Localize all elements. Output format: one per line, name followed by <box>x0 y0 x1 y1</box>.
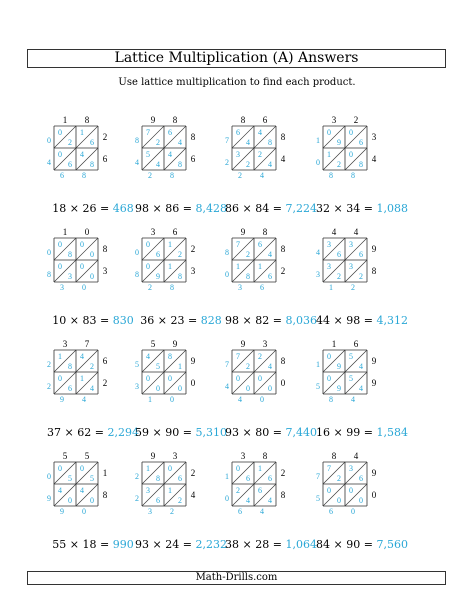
result-digit-left: 0 <box>225 494 229 503</box>
multiplicand-digit: 1 <box>62 227 68 237</box>
result-digit-bottom: 8 <box>329 395 333 404</box>
result-digit-left: 0 <box>47 472 51 481</box>
partial-tens-digit: 4 <box>80 352 84 361</box>
multiplier-digit: 2 <box>102 378 108 388</box>
result-digit-left: 2 <box>225 158 229 167</box>
partial-ones-digit: 9 <box>337 362 341 371</box>
partial-ones-digit: 0 <box>337 496 341 505</box>
partial-ones-digit: 6 <box>68 384 72 393</box>
equation-expression: 84 × 90 = <box>316 538 373 551</box>
equation-answer: 4,312 <box>376 314 408 327</box>
result-digit-bottom: 2 <box>238 171 242 180</box>
multiplicand-digit: 6 <box>353 339 359 349</box>
multiplier-digit: 4 <box>371 154 377 164</box>
partial-tens-digit: 0 <box>146 240 150 249</box>
result-digit-bottom: 6 <box>260 283 264 292</box>
partial-tens-digit: 0 <box>80 262 84 271</box>
multiplier-digit: 8 <box>190 132 196 142</box>
multiplier-digit: 8 <box>280 244 286 254</box>
multiplier-digit: 2 <box>280 468 286 478</box>
multiplicand-digit: 4 <box>353 227 359 237</box>
partial-ones-digit: 3 <box>68 272 72 281</box>
multiplicand-digit: 8 <box>240 115 246 125</box>
partial-ones-digit: 8 <box>156 474 160 483</box>
result-digit-left: 8 <box>225 248 229 257</box>
partial-ones-digit: 4 <box>268 250 272 259</box>
result-digit-bottom: 1 <box>329 283 333 292</box>
result-digit-left: 7 <box>225 136 229 145</box>
partial-ones-digit: 0 <box>359 496 363 505</box>
equation-answer: 1,584 <box>376 426 408 439</box>
multiplier-digit: 6 <box>190 154 196 164</box>
worksheet-title: Lattice Multiplication (A) Answers <box>27 49 446 68</box>
result-digit-left: 7 <box>316 472 320 481</box>
multiplier-digit: 8 <box>102 490 108 500</box>
partial-ones-digit: 0 <box>90 272 94 281</box>
equation-answer: 8,428 <box>195 202 227 215</box>
problem-12 <box>307 338 417 448</box>
multiplicand-digit: 3 <box>172 451 178 461</box>
partial-ones-digit: 5 <box>68 474 72 483</box>
result-digit-left: 2 <box>135 472 139 481</box>
partial-ones-digit: 4 <box>246 496 250 505</box>
partial-tens-digit: 1 <box>168 240 172 249</box>
multiplier-digit: 3 <box>102 266 108 276</box>
partial-ones-digit: 4 <box>359 384 363 393</box>
partial-tens-digit: 1 <box>58 352 62 361</box>
equation-expression: 10 × 83 = <box>52 314 110 327</box>
partial-tens-digit: 7 <box>236 240 240 249</box>
partial-ones-digit: 2 <box>337 272 341 281</box>
multiplier-digit: 2 <box>280 266 286 276</box>
result-digit-bottom: 2 <box>170 507 174 516</box>
partial-ones-digit: 5 <box>156 362 160 371</box>
partial-ones-digit: 6 <box>268 474 272 483</box>
partial-tens-digit: 1 <box>258 262 262 271</box>
partial-tens-digit: 0 <box>80 240 84 249</box>
multiplicand-digit: 1 <box>331 339 337 349</box>
result-digit-left: 2 <box>47 360 51 369</box>
partial-tens-digit: 0 <box>327 374 331 383</box>
partial-tens-digit: 0 <box>58 262 62 271</box>
partial-tens-digit: 1 <box>327 150 331 159</box>
instructions: Use lattice multiplication to find each product. <box>118 77 356 88</box>
multiplier-digit: 2 <box>190 244 196 254</box>
partial-ones-digit: 2 <box>246 362 250 371</box>
partial-tens-digit: 4 <box>58 486 62 495</box>
partial-ones-digit: 8 <box>178 272 182 281</box>
partial-tens-digit: 8 <box>168 352 172 361</box>
multiplier-digit: 8 <box>371 266 377 276</box>
multiplicand-digit: 8 <box>84 115 90 125</box>
problem-8 <box>307 226 417 336</box>
equation-answer: 7,440 <box>285 426 317 439</box>
partial-tens-digit: 6 <box>236 128 240 137</box>
equation-answer: 8,036 <box>285 314 317 327</box>
multiplicand-digit: 9 <box>240 339 246 349</box>
footer: Math-Drills.com <box>27 571 446 585</box>
partial-tens-digit: 0 <box>58 150 62 159</box>
partial-tens-digit: 3 <box>349 262 353 271</box>
result-digit-bottom: 0 <box>351 507 355 516</box>
partial-ones-digit: 0 <box>68 496 72 505</box>
partial-tens-digit: 1 <box>258 464 262 473</box>
multiplicand-digit: 6 <box>262 115 268 125</box>
partial-tens-digit: 0 <box>80 464 84 473</box>
multiplier-digit: 9 <box>371 468 377 478</box>
partial-tens-digit: 0 <box>236 374 240 383</box>
partial-ones-digit: 6 <box>268 272 272 281</box>
result-digit-left: 2 <box>47 382 51 391</box>
partial-ones-digit: 8 <box>246 272 250 281</box>
partial-tens-digit: 5 <box>146 150 150 159</box>
partial-tens-digit: 0 <box>327 352 331 361</box>
result-digit-left: 4 <box>316 248 320 257</box>
partial-ones-digit: 4 <box>90 384 94 393</box>
result-digit-left: 5 <box>316 494 320 503</box>
result-digit-bottom: 0 <box>82 283 86 292</box>
result-digit-bottom: 8 <box>329 171 333 180</box>
partial-tens-digit: 0 <box>168 374 172 383</box>
partial-ones-digit: 2 <box>246 250 250 259</box>
partial-ones-digit: 8 <box>68 362 72 371</box>
equation-expression: 38 × 28 = <box>225 538 282 551</box>
partial-tens-digit: 0 <box>58 464 62 473</box>
partial-tens-digit: 3 <box>236 150 240 159</box>
result-digit-left: 7 <box>225 360 229 369</box>
result-digit-left: 9 <box>47 494 51 503</box>
partial-tens-digit: 6 <box>258 486 262 495</box>
partial-tens-digit: 0 <box>58 240 62 249</box>
partial-ones-digit: 8 <box>68 250 72 259</box>
multiplicand-digit: 9 <box>172 339 178 349</box>
result-digit-bottom: 1 <box>148 395 152 404</box>
result-digit-left: 0 <box>47 248 51 257</box>
partial-ones-digit: 6 <box>90 138 94 147</box>
multiplicand-digit: 2 <box>353 115 359 125</box>
partial-tens-digit: 1 <box>80 128 84 137</box>
equation-answer: 2,294 <box>107 426 139 439</box>
partial-tens-digit: 0 <box>58 374 62 383</box>
equation <box>307 426 417 439</box>
partial-tens-digit: 3 <box>146 486 150 495</box>
multiplier-digit: 6 <box>102 356 108 366</box>
partial-tens-digit: 2 <box>258 150 262 159</box>
result-digit-bottom: 0 <box>170 395 174 404</box>
partial-tens-digit: 4 <box>80 486 84 495</box>
equation-expression: 37 × 62 = <box>47 426 104 439</box>
partial-tens-digit: 3 <box>327 262 331 271</box>
multiplicand-digit: 4 <box>331 227 337 237</box>
result-digit-left: 4 <box>47 158 51 167</box>
partial-tens-digit: 3 <box>349 240 353 249</box>
partial-ones-digit: 2 <box>246 160 250 169</box>
result-digit-bottom: 8 <box>82 171 86 180</box>
multiplier-digit: 8 <box>280 356 286 366</box>
partial-ones-digit: 6 <box>178 474 182 483</box>
partial-ones-digit: 4 <box>268 496 272 505</box>
multiplicand-digit: 1 <box>62 115 68 125</box>
multiplier-digit: 9 <box>190 356 196 366</box>
equation-answer: 830 <box>112 314 134 327</box>
result-digit-bottom: 9 <box>60 507 64 516</box>
result-digit-left: 0 <box>316 158 320 167</box>
partial-ones-digit: 9 <box>156 272 160 281</box>
result-digit-bottom: 2 <box>148 171 152 180</box>
result-digit-left: 0 <box>135 248 139 257</box>
partial-ones-digit: 6 <box>246 474 250 483</box>
multiplicand-digit: 9 <box>150 115 156 125</box>
multiplicand-digit: 4 <box>353 451 359 461</box>
partial-ones-digit: 0 <box>178 384 182 393</box>
partial-ones-digit: 2 <box>68 138 72 147</box>
partial-tens-digit: 4 <box>80 150 84 159</box>
equation-expression: 86 × 84 = <box>225 202 282 215</box>
partial-ones-digit: 2 <box>337 160 341 169</box>
result-digit-bottom: 8 <box>351 171 355 180</box>
partial-ones-digit: 0 <box>156 384 160 393</box>
result-digit-bottom: 4 <box>260 171 264 180</box>
multiplier-digit: 9 <box>371 356 377 366</box>
partial-ones-digit: 9 <box>337 138 341 147</box>
problem-4 <box>307 114 417 224</box>
partial-tens-digit: 4 <box>146 352 150 361</box>
partial-tens-digit: 0 <box>349 128 353 137</box>
partial-ones-digit: 0 <box>246 384 250 393</box>
partial-tens-digit: 1 <box>168 262 172 271</box>
multiplier-digit: 4 <box>190 490 196 500</box>
equation-expression: 98 × 82 = <box>225 314 282 327</box>
partial-ones-digit: 8 <box>268 138 272 147</box>
partial-ones-digit: 6 <box>337 250 341 259</box>
equation-answer: 2,232 <box>195 538 227 551</box>
multiplier-digit: 3 <box>371 132 377 142</box>
multiplicand-digit: 5 <box>62 451 68 461</box>
result-digit-left: 5 <box>316 382 320 391</box>
partial-tens-digit: 0 <box>258 374 262 383</box>
partial-tens-digit: 2 <box>236 486 240 495</box>
multiplicand-digit: 5 <box>150 339 156 349</box>
result-digit-bottom: 8 <box>170 283 174 292</box>
result-digit-bottom: 6 <box>329 507 333 516</box>
partial-tens-digit: 7 <box>146 128 150 137</box>
multiplier-digit: 4 <box>280 154 286 164</box>
partial-tens-digit: 0 <box>349 150 353 159</box>
multiplicand-digit: 8 <box>331 451 337 461</box>
partial-ones-digit: 0 <box>268 384 272 393</box>
partial-tens-digit: 0 <box>327 128 331 137</box>
partial-ones-digit: 2 <box>90 362 94 371</box>
equation-expression: 36 × 23 = <box>140 314 198 327</box>
result-digit-bottom: 6 <box>238 507 242 516</box>
equation-answer: 1,064 <box>285 538 317 551</box>
multiplier-digit: 0 <box>280 378 286 388</box>
equation-answer: 7,560 <box>376 538 408 551</box>
result-digit-bottom: 6 <box>60 171 64 180</box>
result-digit-left: 4 <box>135 158 139 167</box>
multiplier-digit: 9 <box>371 244 377 254</box>
result-digit-bottom: 3 <box>238 283 242 292</box>
result-digit-left: 2 <box>135 494 139 503</box>
result-digit-bottom: 4 <box>82 395 86 404</box>
result-digit-left: 0 <box>47 136 51 145</box>
multiplier-digit: 0 <box>190 378 196 388</box>
multiplicand-digit: 3 <box>62 339 68 349</box>
result-digit-left: 4 <box>225 382 229 391</box>
equation-answer: 828 <box>200 314 222 327</box>
partial-ones-digit: 4 <box>178 138 182 147</box>
partial-tens-digit: 7 <box>327 464 331 473</box>
equation-answer: 468 <box>112 202 134 215</box>
equation-expression: 59 × 90 = <box>135 426 192 439</box>
multiplicand-digit: 8 <box>262 227 268 237</box>
equation-expression: 93 × 24 = <box>135 538 192 551</box>
result-digit-left: 8 <box>135 136 139 145</box>
result-digit-bottom: 9 <box>60 395 64 404</box>
partial-tens-digit: 0 <box>146 374 150 383</box>
partial-ones-digit: 9 <box>337 384 341 393</box>
partial-tens-digit: 6 <box>168 128 172 137</box>
partial-ones-digit: 6 <box>156 250 160 259</box>
equation-expression: 93 × 80 = <box>225 426 282 439</box>
result-digit-bottom: 2 <box>351 283 355 292</box>
result-digit-left: 8 <box>135 270 139 279</box>
result-digit-left: 3 <box>316 270 320 279</box>
partial-ones-digit: 8 <box>90 160 94 169</box>
multiplicand-digit: 3 <box>331 115 337 125</box>
equation-expression: 18 × 26 = <box>52 202 110 215</box>
equation <box>307 538 417 551</box>
multiplicand-digit: 0 <box>84 227 90 237</box>
equation-expression: 44 × 98 = <box>316 314 373 327</box>
partial-tens-digit: 6 <box>258 240 262 249</box>
partial-tens-digit: 4 <box>168 150 172 159</box>
multiplicand-digit: 5 <box>84 451 90 461</box>
partial-ones-digit: 2 <box>359 272 363 281</box>
partial-ones-digit: 4 <box>268 160 272 169</box>
multiplicand-digit: 3 <box>150 227 156 237</box>
partial-ones-digit: 0 <box>90 250 94 259</box>
equation-expression: 16 × 99 = <box>316 426 373 439</box>
partial-tens-digit: 7 <box>236 352 240 361</box>
partial-tens-digit: 3 <box>349 464 353 473</box>
result-digit-left: 1 <box>316 136 320 145</box>
partial-ones-digit: 2 <box>337 474 341 483</box>
equation-answer: 1,088 <box>376 202 408 215</box>
equation-expression: 55 × 18 = <box>52 538 110 551</box>
partial-ones-digit: 4 <box>156 160 160 169</box>
result-digit-left: 3 <box>135 382 139 391</box>
multiplicand-digit: 9 <box>240 227 246 237</box>
multiplicand-digit: 3 <box>240 451 246 461</box>
result-digit-bottom: 3 <box>148 507 152 516</box>
result-digit-bottom: 8 <box>170 171 174 180</box>
result-digit-bottom: 3 <box>60 283 64 292</box>
partial-tens-digit: 1 <box>80 374 84 383</box>
result-digit-bottom: 2 <box>148 283 152 292</box>
result-digit-left: 0 <box>225 270 229 279</box>
result-digit-left: 1 <box>316 360 320 369</box>
partial-ones-digit: 6 <box>359 138 363 147</box>
partial-tens-digit: 0 <box>146 262 150 271</box>
multiplier-digit: 2 <box>190 468 196 478</box>
result-digit-left: 5 <box>135 360 139 369</box>
multiplier-digit: 0 <box>371 490 377 500</box>
result-digit-bottom: 4 <box>260 507 264 516</box>
partial-tens-digit: 0 <box>236 464 240 473</box>
partial-ones-digit: 8 <box>359 160 363 169</box>
partial-tens-digit: 0 <box>58 128 62 137</box>
multiplicand-digit: 8 <box>172 115 178 125</box>
multiplicand-digit: 6 <box>172 227 178 237</box>
equation-answer: 7,224 <box>285 202 317 215</box>
result-digit-bottom: 0 <box>82 507 86 516</box>
multiplier-digit: 2 <box>102 132 108 142</box>
multiplier-digit: 8 <box>280 490 286 500</box>
partial-tens-digit: 1 <box>236 262 240 271</box>
equation <box>307 202 417 215</box>
equation-expression: 98 × 86 = <box>135 202 192 215</box>
multiplicand-digit: 7 <box>84 339 90 349</box>
partial-ones-digit: 2 <box>156 138 160 147</box>
multiplicand-digit: 3 <box>262 339 268 349</box>
partial-ones-digit: 0 <box>90 496 94 505</box>
partial-ones-digit: 5 <box>90 474 94 483</box>
partial-tens-digit: 2 <box>258 352 262 361</box>
result-digit-bottom: 4 <box>238 395 242 404</box>
equation <box>307 314 417 327</box>
partial-ones-digit: 2 <box>178 496 182 505</box>
equation-answer: 990 <box>112 538 134 551</box>
equation-expression: 32 × 34 = <box>316 202 373 215</box>
partial-tens-digit: 0 <box>168 464 172 473</box>
equation-answer: 5,310 <box>195 426 227 439</box>
multiplier-digit: 6 <box>102 154 108 164</box>
partial-ones-digit: 6 <box>156 496 160 505</box>
partial-tens-digit: 5 <box>349 352 353 361</box>
partial-tens-digit: 1 <box>168 486 172 495</box>
partial-ones-digit: 6 <box>68 160 72 169</box>
partial-tens-digit: 4 <box>258 128 262 137</box>
partial-tens-digit: 3 <box>327 240 331 249</box>
partial-ones-digit: 1 <box>178 362 182 371</box>
result-digit-bottom: 4 <box>351 395 355 404</box>
partial-ones-digit: 2 <box>178 250 182 259</box>
multiplier-digit: 8 <box>102 244 108 254</box>
problem-16 <box>307 450 417 560</box>
multiplier-digit: 1 <box>102 468 108 478</box>
result-digit-bottom: 0 <box>260 395 264 404</box>
result-digit-left: 8 <box>47 270 51 279</box>
multiplier-digit: 9 <box>371 378 377 388</box>
partial-tens-digit: 5 <box>349 374 353 383</box>
multiplicand-digit: 8 <box>262 451 268 461</box>
multiplicand-digit: 9 <box>150 451 156 461</box>
partial-ones-digit: 8 <box>178 160 182 169</box>
partial-ones-digit: 4 <box>268 362 272 371</box>
partial-tens-digit: 0 <box>327 486 331 495</box>
partial-ones-digit: 6 <box>359 250 363 259</box>
multiplier-digit: 3 <box>190 266 196 276</box>
partial-ones-digit: 6 <box>359 474 363 483</box>
multiplier-digit: 8 <box>280 132 286 142</box>
result-digit-left: 1 <box>225 472 229 481</box>
partial-ones-digit: 4 <box>246 138 250 147</box>
partial-ones-digit: 4 <box>359 362 363 371</box>
partial-tens-digit: 0 <box>349 486 353 495</box>
partial-tens-digit: 1 <box>146 464 150 473</box>
